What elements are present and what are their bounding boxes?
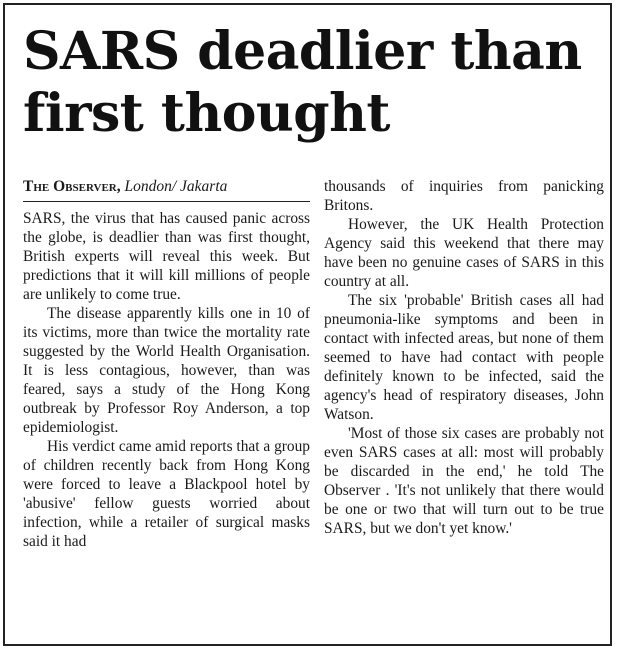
paragraph: SARS, the virus that has caused panic across the globe, is deadlier than was first thought, British experts will reveal this week. But predictions that it will kill millions of people are unlikely to come true. <box>23 210 310 303</box>
byline-location: London/ Jakarta <box>124 178 228 195</box>
headline-line-2: first thought <box>23 83 390 144</box>
paragraph: However, the UK Health Protection Agency said this weekend that there may have been no genuine cases of SARS in this country at all. <box>324 216 604 290</box>
byline-publication: The Observer, <box>23 178 121 195</box>
paragraph: The six 'probable' British cases all had pneumonia-like symptoms and been in contact with infected areas, but none of them seemed to have had contact with people definitely known to be infected, said the agency's head of respiratory diseases, John Watson. <box>324 292 604 423</box>
headline-line-1: SARS deadlier than <box>23 21 582 82</box>
paragraph: thousands of inquiries from panicking Britons. <box>324 178 604 214</box>
paragraph: 'Most of those six cases are probably not even SARS cases at all: most will probably be discarded in the end,' he told The Observer . 'It's not unlikely that there would be one or two that will turn out to be true SARS, but we don't yet know.' <box>324 425 604 537</box>
article-column-left <box>23 177 310 551</box>
paragraph: The disease apparently kills one in 10 of its victims, more than twice the mortality rate suggested by the World Health Organisation. It is less contagious, however, than was feared, says a study of the Hong Kong outbreak by Professor Roy Anderson, a top epidemiologist. <box>23 305 310 436</box>
paragraph: His verdict came amid reports that a group of children recently back from Hong Kong were forced to leave a Blackpool hotel by 'abusive' fellow guests worried about infection, while a retailer of surgical masks said it had <box>23 438 310 550</box>
article-column-right <box>324 177 604 538</box>
news-clipping <box>3 3 612 646</box>
headline <box>23 21 582 145</box>
byline <box>23 177 310 202</box>
